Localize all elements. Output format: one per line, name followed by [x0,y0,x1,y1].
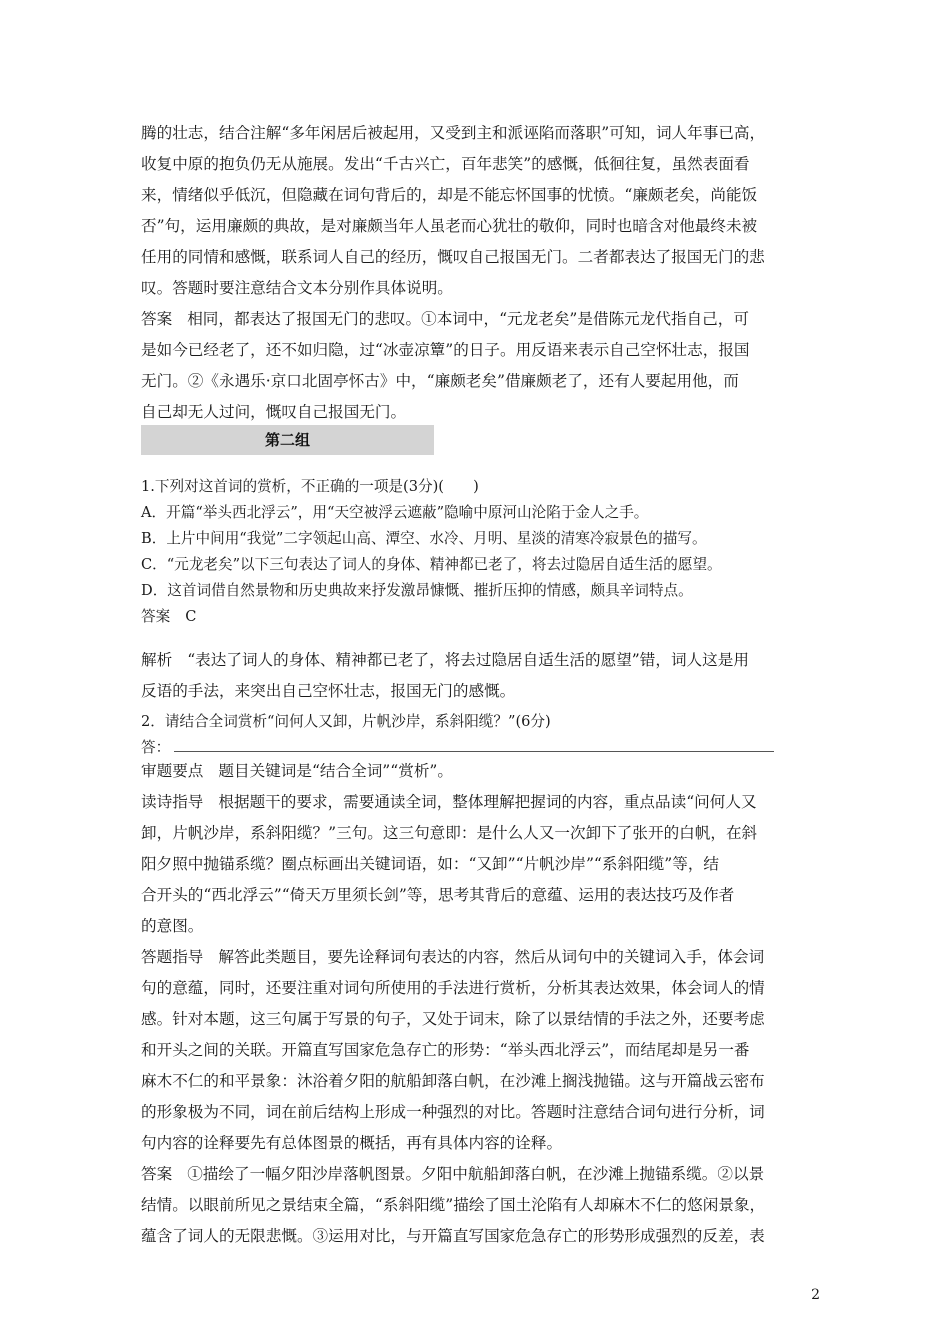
answer-line: 自己却无人过问，慨叹自己报国无门。 [141,403,407,421]
answer-value: C [185,608,197,625]
guide-line: 麻木不仁的和平景象：沐浴着夕阳的航船卸落白帆，在沙滩上搁浅抛锚。这与开篇战云密布 [141,1072,765,1090]
page-number: 2 [811,1287,820,1303]
answer-line: 是如今已经老了，还不如归隐，过“冰壶凉簟”的日子。用反语来表示自己空怀壮志，报国 [141,341,750,359]
reading-line: 读诗指导 根据题干的要求，需要通读全词，整体理解把握词的内容，重点品读“问何人又 [141,793,757,811]
section-title: 第二组 [264,431,310,449]
answer-line: 答案 相同，都表达了报国无门的悲叹。①本词中，“元龙老矣”是借陈元龙代指自己，可 [141,310,749,328]
analysis-line: 解析 “表达了词人的身体、精神都已老了，将去过隐居自适生活的愿望”错，词人这是用 [141,651,749,669]
answer-blank[interactable] [174,737,774,752]
question-2-explanation [141,756,813,1252]
paragraph-line: 任用的同情和感慨，联系词人自己的经历，慨叹自己报国无门。二者都表达了报国无门的悲 [141,248,765,266]
option-a: A．开篇“举头西北浮云”，用“天空被浮云遮蔽”隐喻中原河山沦陷于金人之手。 [141,504,649,521]
question-stem: 2．请结合全词赏析“问何人又卸，片帆沙岸，系斜阳缆？”(6分) [141,713,551,730]
top-analysis-block [141,118,813,428]
reading-line: 阳夕照中抛锚系缆？圈点标画出关键词语，如：“又卸”“片帆沙岸”“系斜阳缆”等，结 [141,855,720,873]
paragraph-line: 腾的壮志，结合注解“多年闲居后被起用，又受到主和派诬陷而落职”可知，词人年事已高， [141,124,766,142]
points-label: 审题要点 [141,762,204,780]
answer-label: 答案 [141,310,173,328]
answer-line: 结情。以眼前所见之景结束全篇，“系斜阳缆”描绘了国土沦陷有人却麻木不仁的悠闲景象， [141,1196,766,1214]
option-b: B．上片中间用“我觉”二字领起山高、潭空、水冷、月明、星淡的清寒冷寂景色的描写。 [141,530,707,547]
answer-label: 答案 [141,1165,173,1183]
paragraph-line: 来，情绪似乎低沉，但隐藏在词句背后的，却是不能忘怀国事的忧愤。“廉颇老矣，尚能饭 [141,186,758,204]
reading-line: 卸，片帆沙岸，系斜阳缆？”三句。这三句意即：是什么人又一次卸下了张开的白帆，在斜 [141,824,758,842]
points-line: 审题要点 题目关键词是“结合全词”“赏析”。 [141,762,453,780]
paragraph-line: 收复中原的抱负仍无从施展。发出“千古兴亡，百年悲笑”的感慨，低徊往复，虽然表面看 [141,155,750,173]
guide-line: 的形象极为不同，词在前后结构上形成一种强烈的对比。答题时注意结合词句进行分析，词 [141,1103,765,1121]
answer-line [141,604,813,630]
reading-line: 的意图。 [141,917,204,935]
question-1 [141,474,813,630]
reading-label: 读诗指导 [141,793,204,811]
guide-line: 和开头之间的关联。开篇直写国家危急存亡的形势：“举头西北浮云”，而结尾却是另一番 [141,1041,750,1059]
guide-line: 句内容的诠释要先有总体图景的概括，再有具体内容的诠释。 [141,1134,563,1152]
answer-line: 答案 ①描绘了一幅夕阳沙岸落帆图景。夕阳中航船卸落白帆，在沙滩上抛锚系缆。②以景 [141,1165,765,1183]
guide-line: 答题指导 解答此类题目，要先诠释词句表达的内容，然后从词句中的关键词入手，体会词 [141,948,765,966]
guide-line: 感。针对本题，这三句属于写景的句子，又处于词末，除了以景结情的手法之外，还要考虑 [141,1010,765,1028]
analysis-label: 解析 [141,651,173,669]
answer-line: 蕴含了词人的无限悲慨。③运用对比，与开篇直写国家危急存亡的形势形成强烈的反差，表 [141,1227,765,1245]
paragraph-line: 叹。答题时要注意结合文本分别作具体说明。 [141,279,453,297]
guide-line: 句的意蕴，同时，还要注重对词句所使用的手法进行赏析，分析其表达效果，体会词人的情 [141,979,765,997]
option-c: C．“元龙老矣”以下三句表达了词人的身体、精神都已老了，将去过隐居自适生活的愿望。 [141,556,722,573]
section-header [141,425,434,455]
analysis-line: 反语的手法，来突出自己空怀壮志，报国无门的感慨。 [141,682,516,700]
question-stem: 1.下列对这首词的赏析，不正确的一项是(3分)( ) [141,478,479,495]
answer-label: 答案 [141,608,171,625]
reading-line: 合开头的“西北浮云”“倚天万里须长剑”等，思考其背后的意蕴、运用的表达技巧及作者 [141,886,735,904]
paragraph-line: 否”句，运用廉颇的典故，是对廉颇当年人虽老而心犹壮的敬仰，同时也暗含对他最终未被 [141,217,758,235]
question-1-analysis [141,645,813,707]
option-d: D．这首词借自然景物和历史典故来抒发激昂慷慨、摧折压抑的情感，颇具辛词特点。 [141,582,693,599]
guide-label: 答题指导 [141,948,204,966]
blank-label: 答： [141,739,171,756]
question-2 [141,709,813,761]
answer-line: 无门。②《永遇乐·京口北固亭怀古》中，“廉颇老矣”借廉颇老了，还有人要起用他，而 [141,372,739,390]
